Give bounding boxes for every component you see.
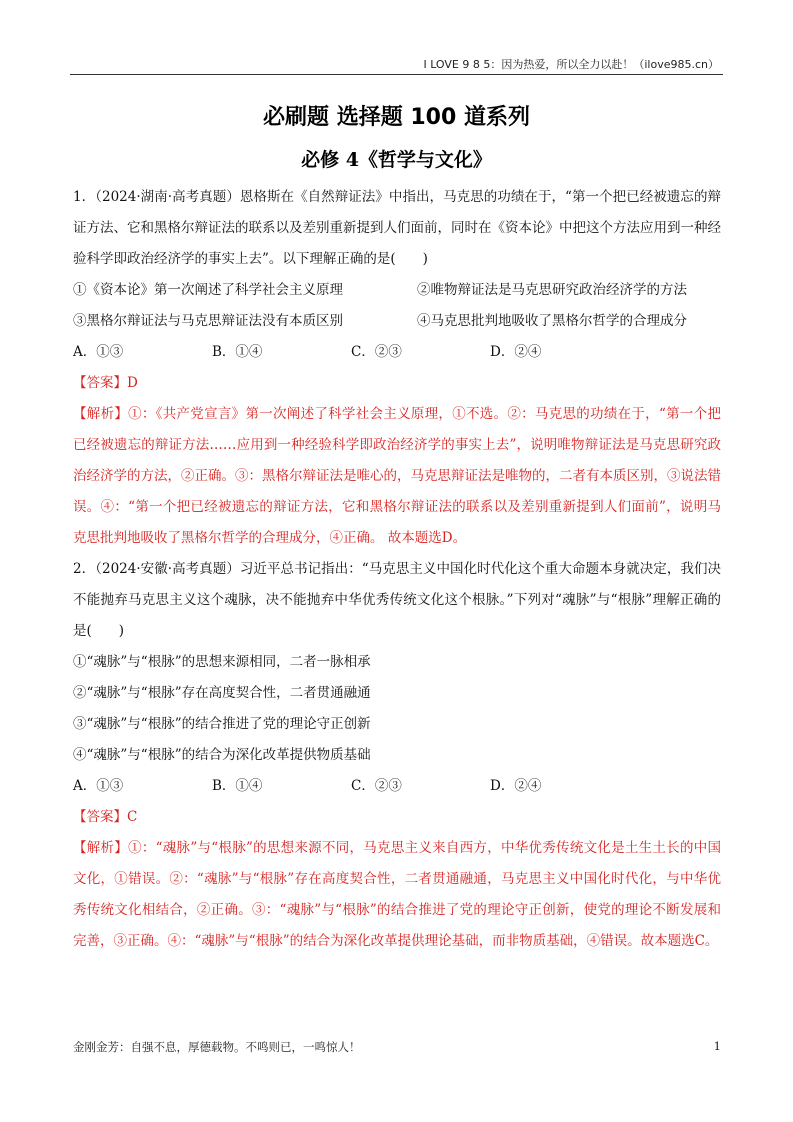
- page-subtitle: 必修 4《哲学与文化》: [301, 149, 492, 171]
- page-title: 必刷题 选择题 100 道系列: [263, 105, 530, 130]
- analysis-text: ①：《共产党宣言》第一次阐述了科学社会主义原理，①不选。②：马克思的功绩在于，“第一个把已经被遗忘的辩证方法……应用到一种经验科学即政治经济学的事实上去”，说明唯物辩证法是马克思研究政治经济学的方法，②正确。③：黑格尔辩证法是唯心的，马克思辩证法是唯物的，二者有本质区别，③说法错误。④：“第一个把已经被遗忘的辩证方法，它和黑格尔辩证法的联系以及差别重新提到人们面前”，说明马克思批判地吸收了黑格尔哲学的合理成分，④正确。 故本题选D。: [73, 406, 721, 546]
- question-2-choices: [73, 771, 721, 802]
- statement-3: ③“魂脉”与“根脉”的结合推进了党的理论守正创新: [73, 716, 371, 732]
- choice-d: D．②④: [490, 778, 542, 794]
- choice-d: D．②④: [490, 344, 542, 360]
- answer-label: 【答案】: [73, 809, 127, 825]
- questions-content: [73, 182, 721, 957]
- statement-4: ④“魂脉”与“根脉”的结合为深化改革提供物质基础: [73, 747, 371, 763]
- question-2-answer: [73, 802, 721, 833]
- analysis-label: 【解析】: [73, 840, 129, 856]
- header-divider: [70, 74, 723, 75]
- question-2-stem: 2．（2024·安徽·高考真题）习近平总书记指出：“马克思主义中国化时代化这个重大命题本身就决定，我们决不能抛弃马克思主义这个魂脉，决不能抛弃中华优秀传统文化这个根脉。”下列对“魂脉”与“根脉”理解正确的是( ): [73, 561, 721, 639]
- answer-label: 【答案】: [73, 375, 127, 391]
- answer-value: D: [127, 375, 138, 391]
- analysis-label: 【解析】: [73, 406, 129, 422]
- page-header: I LOVE 9 8 5：因为热爱，所以全力以赴！（ilove985.cn）: [423, 58, 719, 71]
- statement-1: ①“魂脉”与“根脉”的思想来源相同，二者一脉相承: [73, 654, 371, 670]
- question-1-stem: 1．（2024·湖南·高考真题）恩格斯在《自然辩证法》中指出，马克思的功绩在于，“第一个把已经被遗忘的辩证方法、它和黑格尔辩证法的联系以及差别重新提到人们面前，同时在《资本论》中把这个方法应用到一种经验科学即政治经济学的事实上去”。以下理解正确的是( ): [73, 189, 721, 267]
- statement-1: ①《资本论》第一次阐述了科学社会主义原理: [73, 282, 343, 298]
- choice-c: C．②③: [351, 778, 402, 794]
- statement-4: ④马克思批判地吸收了黑格尔哲学的合理成分: [417, 313, 687, 329]
- choice-a: A．①③: [73, 344, 124, 360]
- page-number: 1: [713, 1039, 721, 1053]
- choice-c: C．②③: [351, 344, 402, 360]
- statement-3: ③黑格尔辩证法与马克思辩证法没有本质区别: [73, 313, 343, 329]
- question-1-statements-row-2: [73, 306, 721, 337]
- choice-a: A．①③: [73, 778, 124, 794]
- statement-2: ②唯物辩证法是马克思研究政治经济学的方法: [417, 282, 687, 298]
- question-1-analysis: [73, 399, 721, 554]
- choice-b: B．①④: [212, 778, 263, 794]
- question-2-analysis: [73, 833, 721, 957]
- question-1-statements-row-1: [73, 275, 721, 306]
- footer-motto: 金刚金芳：自强不息，厚德载物。不鸣则已，一鸣惊人！: [73, 1040, 361, 1054]
- choice-b: B．①④: [212, 344, 263, 360]
- question-1-answer: [73, 368, 721, 399]
- question-1-choices: [73, 337, 721, 368]
- statement-2: ②“魂脉”与“根脉”存在高度契合性，二者贯通融通: [73, 685, 371, 701]
- answer-value: C: [127, 809, 138, 825]
- analysis-text: ①：“魂脉”与“根脉”的思想来源不同，马克思主义来自西方，中华优秀传统文化是土生土长的中国文化，①错误。②：“魂脉”与“根脉”存在高度契合性，二者贯通融通，马克思主义中国化时代化，与中华优秀传统文化相结合，②正确。③：“魂脉”与“根脉”的结合推进了党的理论守正创新，使党的理论不断发展和完善，③正确。④：“魂脉”与“根脉”的结合为深化改革提供理论基础，而非物质基础，④错误。故本题选C。: [73, 840, 721, 949]
